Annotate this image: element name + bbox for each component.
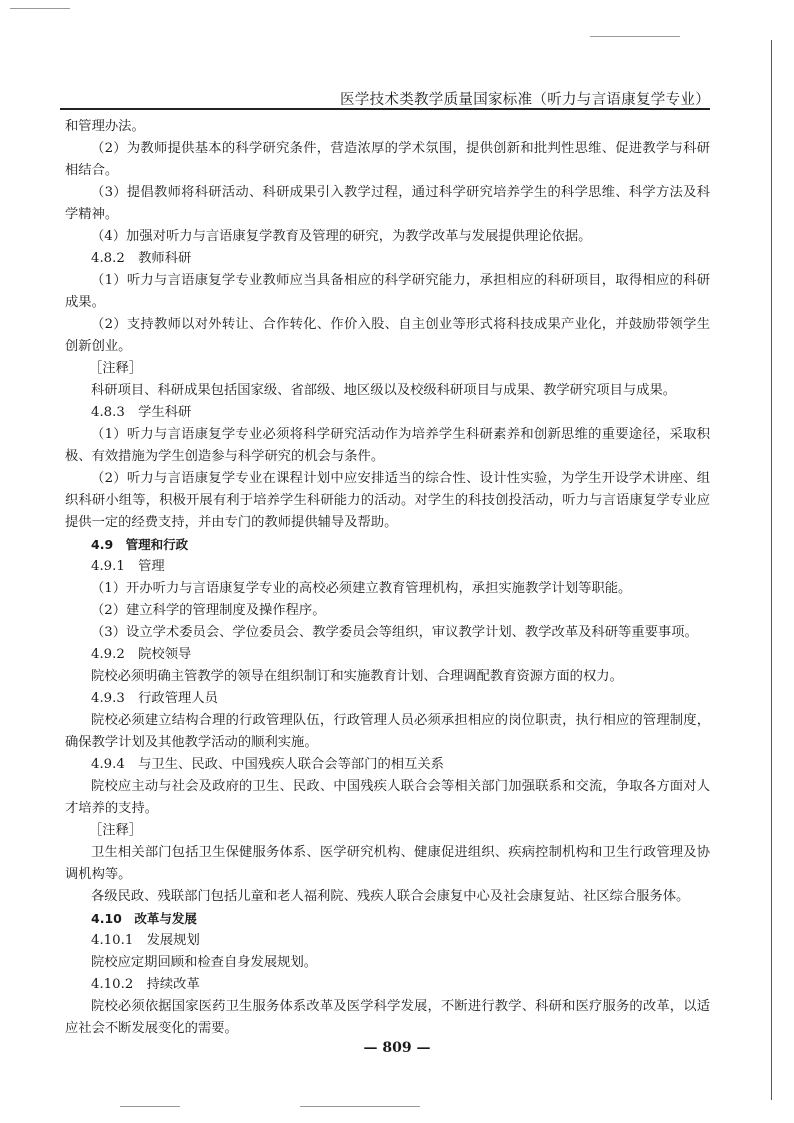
subsection-heading: 4.8.3 学生科研 [91,405,192,420]
paragraph: 院校必须依据国家医药卫生服务体系改革及医学科学发展，不断进行教学、科研和医疗服务的改革，以适应社会不断发展变化的需要。 [65,999,710,1036]
note-label: ［注释］ [89,361,143,376]
paragraph: （3）设立学术委员会、学位委员会、教学委员会等组织，审议教学计划、教学改革及科研等重要事项。 [91,625,698,640]
subsection-heading: 4.9.1 管理 [91,559,165,574]
note-label: ［注释］ [89,823,143,838]
scan-artifact [300,1106,420,1107]
paragraph: （2）建立科学的管理制度及操作程序。 [91,603,326,618]
paragraph: 院校必须明确主管教学的领导在组织制订和实施教育计划、合理调配教育资源方面的权力。 [91,669,623,684]
page-number: — 809 — [363,1040,431,1056]
paragraph: （2）听力与言语康复学专业在课程计划中应安排适当的综合性、设计性实验，为学生开设学术讲座、组织科研小组等，积极开展有利于培养学生科研能力的活动。对学生的科技创投活动，听力与言语康复学专业应提供一定的经费支持，并由专门的教师提供辅导及帮助。 [65,471,710,530]
subsection-heading: 4.10.1 发展规划 [91,933,200,948]
paragraph: 各级民政、残联部门包括儿童和老人福利院、残疾人联合会康复中心及社会康复站、社区综合服务体。 [91,889,690,904]
subsection-heading: 4.10.2 持续改革 [91,977,200,992]
paragraph: 院校应定期回顾和检查自身发展规划。 [91,955,318,970]
scan-artifact [120,1106,180,1107]
paragraph: （1）开办听力与言语康复学专业的高校必须建立教育管理机构，承担实施教学计划等职能。 [91,581,632,596]
scan-artifact [590,36,680,37]
scan-artifact [10,8,70,9]
section-heading: 4.9 管理和行政 [91,537,189,552]
subsection-heading: 4.9.2 院校领导 [91,647,192,662]
subsection-heading: 4.8.2 教师科研 [91,251,192,266]
page-body [65,116,710,1040]
subsection-heading: 4.9.4 与卫生、民政、中国残疾人联合会等部门的相互关系 [91,757,444,772]
paragraph: （1）听力与言语康复学专业必须将科学研究活动作为培养学生科研素养和创新思维的重要途径，采取积极、有效措施为学生创造参与科学研究的机会与条件。 [65,427,710,464]
running-header: 医学技术类教学质量国家标准（听力与言语康复学专业） [340,92,710,108]
paragraph: 院校应主动与社会及政府的卫生、民政、中国残疾人联合会等相关部门加强联系和交流，争取各方面对人才培养的支持。 [65,779,710,816]
paragraph: 卫生相关部门包括卫生保健服务体系、医学研究机构、健康促进组织、疾病控制机构和卫生行政管理及协调机构等。 [65,845,710,882]
subsection-heading: 4.9.3 行政管理人员 [91,691,218,706]
paragraph: （1）听力与言语康复学专业教师应当具备相应的科学研究能力，承担相应的科研项目，取得相应的科研成果。 [65,273,710,310]
scan-edge-line [771,40,772,1100]
header-rule [60,108,710,110]
paragraph: （3）提倡教师将科研活动、科研成果引入教学过程，通过科学研究培养学生的科学思维、科学方法及科学精神。 [65,185,710,222]
paragraph: （2）支持教师以对外转让、合作转化、作价入股、自主创业等形式将科技成果产业化，并鼓励带领学生创新创业。 [65,317,710,354]
paragraph: （4）加强对听力与言语康复学教育及管理的研究，为教学改革与发展提供理论依据。 [91,229,592,244]
paragraph: 科研项目、科研成果包括国家级、省部级、地区级以及校级科研项目与成果、教学研究项目与成果。 [91,383,677,398]
paragraph: 院校必须建立结构合理的行政管理队伍，行政管理人员必须承担相应的岗位职责，执行相应的管理制度，确保教学计划及其他教学活动的顺利实施。 [65,713,710,750]
paragraph: 和管理办法。 [65,119,145,134]
paragraph: （2）为教师提供基本的科学研究条件，营造浓厚的学术氛围，提供创新和批判性思维、促进教学与科研相结合。 [65,141,710,178]
section-heading: 4.10 改革与发展 [91,911,197,926]
